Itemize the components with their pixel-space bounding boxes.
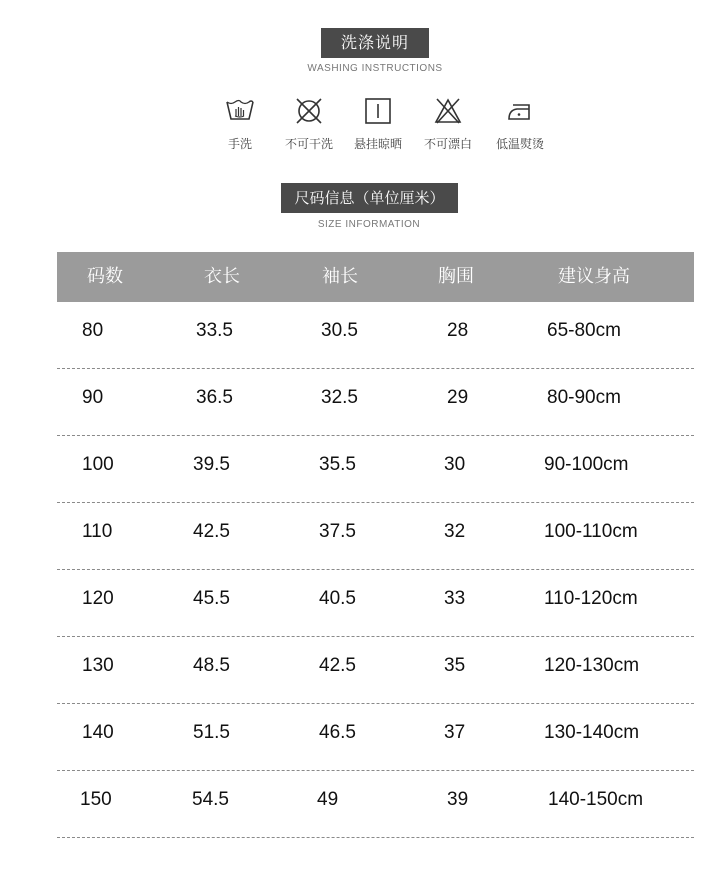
cell-size: 150 bbox=[80, 789, 112, 810]
cell-size: 110 bbox=[82, 521, 113, 542]
table-row bbox=[57, 503, 694, 570]
care-label-no-tumble-dry: 不可干洗 bbox=[284, 137, 333, 151]
cell-sleeve: 49 bbox=[317, 789, 339, 810]
table-row bbox=[57, 771, 694, 838]
cell-height: 80-90cm bbox=[547, 387, 621, 408]
cell-chest: 35 bbox=[444, 655, 466, 676]
cell-chest: 29 bbox=[447, 387, 469, 408]
cell-size: 90 bbox=[82, 387, 104, 408]
table-row bbox=[57, 369, 694, 436]
table-header bbox=[57, 252, 694, 302]
table-row bbox=[57, 570, 694, 637]
care-item-hand-wash bbox=[205, 97, 275, 152]
cell-sleeve: 35.5 bbox=[319, 454, 356, 475]
header-chest: 胸围 bbox=[438, 266, 474, 287]
care-item-low-iron bbox=[485, 97, 555, 152]
cell-size: 140 bbox=[82, 722, 114, 743]
hang-dry-icon bbox=[363, 97, 393, 125]
care-label-hand-wash: 手洗 bbox=[227, 137, 252, 151]
washing-subtitle: WASHING INSTRUCTIONS bbox=[307, 63, 443, 74]
cell-chest: 33 bbox=[444, 588, 466, 609]
cell-height: 110-120cm bbox=[544, 588, 638, 609]
header-height: 建议身高 bbox=[558, 266, 630, 287]
cell-height: 90-100cm bbox=[544, 454, 629, 475]
cell-length: 42.5 bbox=[193, 521, 230, 542]
care-label-low-iron: 低温熨烫 bbox=[495, 137, 544, 151]
cell-chest: 39 bbox=[447, 789, 469, 810]
no-tumble-dry-icon bbox=[294, 97, 324, 125]
cell-length: 51.5 bbox=[193, 722, 230, 743]
cell-chest: 37 bbox=[444, 722, 466, 743]
cell-chest: 30 bbox=[444, 454, 466, 475]
cell-length: 54.5 bbox=[192, 789, 229, 810]
size-title: 尺码信息（单位厘米） bbox=[281, 183, 458, 213]
care-item-hang-dry bbox=[343, 97, 413, 152]
care-label-no-bleach: 不可漂白 bbox=[423, 137, 472, 151]
header-sleeve: 袖长 bbox=[322, 266, 358, 287]
cell-sleeve: 37.5 bbox=[319, 521, 356, 542]
cell-length: 48.5 bbox=[193, 655, 230, 676]
table-row bbox=[57, 302, 694, 369]
hand-wash-icon bbox=[225, 97, 255, 125]
cell-size: 80 bbox=[82, 320, 104, 341]
table-row bbox=[57, 436, 694, 503]
cell-height: 65-80cm bbox=[547, 320, 621, 341]
washing-title: 洗涤说明 bbox=[321, 28, 429, 58]
no-bleach-icon bbox=[433, 97, 463, 125]
cell-sleeve: 42.5 bbox=[319, 655, 356, 676]
cell-sleeve: 46.5 bbox=[319, 722, 356, 743]
cell-length: 39.5 bbox=[193, 454, 230, 475]
care-item-no-bleach bbox=[413, 97, 483, 152]
cell-sleeve: 32.5 bbox=[321, 387, 358, 408]
cell-height: 130-140cm bbox=[544, 722, 640, 743]
cell-size: 100 bbox=[82, 454, 114, 475]
header-size: 码数 bbox=[87, 266, 123, 287]
cell-sleeve: 40.5 bbox=[319, 588, 356, 609]
cell-chest: 28 bbox=[447, 320, 469, 341]
cell-height: 120-130cm bbox=[544, 655, 640, 676]
cell-height: 140-150cm bbox=[548, 789, 644, 810]
low-iron-icon bbox=[505, 97, 535, 125]
table-row bbox=[57, 637, 694, 704]
care-icons bbox=[210, 97, 555, 167]
cell-length: 36.5 bbox=[196, 387, 233, 408]
cell-length: 45.5 bbox=[193, 588, 230, 609]
cell-sleeve: 30.5 bbox=[321, 320, 358, 341]
care-label-hang-dry: 悬挂晾晒 bbox=[353, 137, 402, 151]
size-table bbox=[57, 252, 694, 838]
size-subtitle: SIZE INFORMATION bbox=[317, 219, 421, 230]
cell-size: 130 bbox=[82, 655, 114, 676]
table-row bbox=[57, 704, 694, 771]
cell-height: 100-110cm bbox=[544, 521, 638, 542]
cell-size: 120 bbox=[82, 588, 114, 609]
header-length: 衣长 bbox=[204, 266, 240, 287]
care-item-no-tumble-dry bbox=[274, 97, 344, 152]
cell-chest: 32 bbox=[444, 521, 466, 542]
cell-length: 33.5 bbox=[196, 320, 233, 341]
